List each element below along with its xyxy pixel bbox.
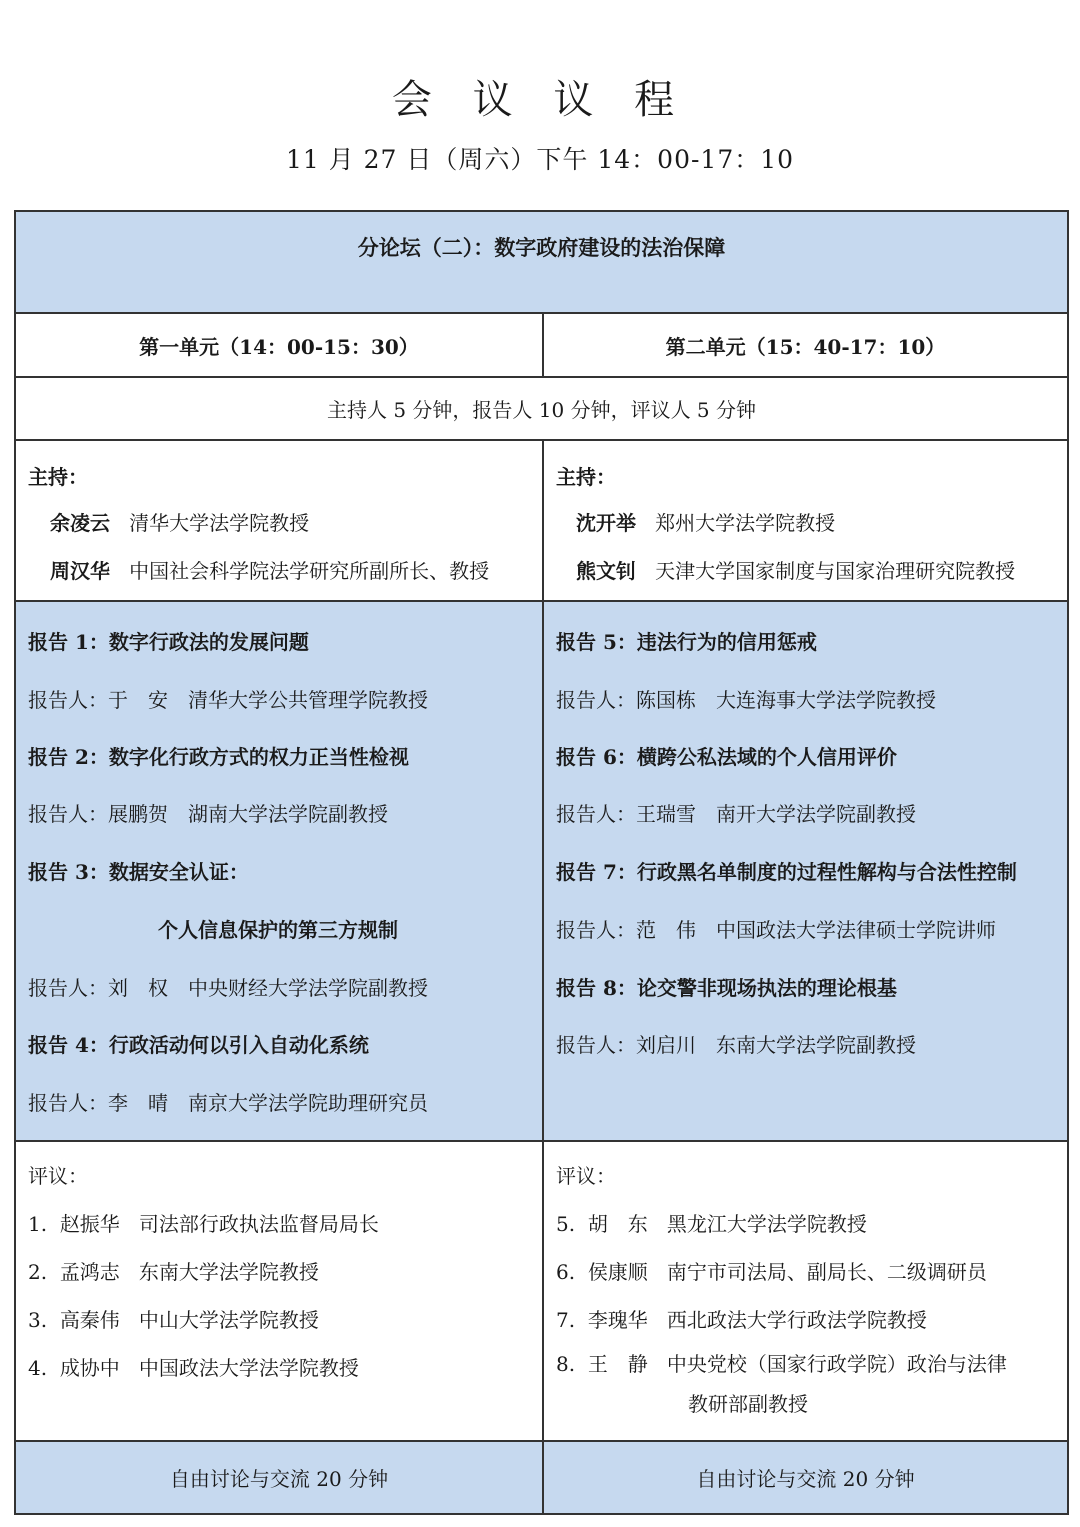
review-item bbox=[556, 1304, 927, 1333]
host-affiliation: 清华大学法学院教授 bbox=[129, 511, 310, 535]
host-affiliation: 郑州大学法学院教授 bbox=[655, 511, 836, 535]
unit-left-cell bbox=[16, 314, 544, 376]
report-speaker: 报告人：于 安 清华大学公共管理学院教授 bbox=[28, 688, 428, 712]
review-item bbox=[28, 1256, 319, 1285]
review-affiliation: 西北政法大学行政法学院教授 bbox=[666, 1308, 927, 1332]
report-title: 报告 8：论交警非现场执法的理论根基 bbox=[556, 976, 897, 1000]
review-num: 7. bbox=[556, 1308, 576, 1332]
report-title: 报告 1：数字行政法的发展问题 bbox=[28, 630, 309, 654]
report-speaker: 报告人：陈国栋 大连海事大学法学院教授 bbox=[556, 688, 936, 712]
review-affiliation: 中国政法大学法学院教授 bbox=[138, 1356, 359, 1380]
review-num: 8. bbox=[556, 1352, 576, 1376]
review-name: 王 静 bbox=[587, 1352, 648, 1376]
hosts-row bbox=[16, 441, 1067, 602]
reviews-left-label: 评议： bbox=[28, 1164, 88, 1188]
reviews-left-cell bbox=[16, 1142, 544, 1440]
review-name: 侯康顺 bbox=[587, 1260, 648, 1284]
review-item bbox=[556, 1208, 867, 1237]
review-num: 6. bbox=[556, 1260, 576, 1284]
review-item bbox=[28, 1352, 359, 1381]
host-name: 周汉华 bbox=[50, 559, 110, 583]
review-affiliation-continued: 教研部副教授 bbox=[688, 1392, 808, 1416]
page-title: 会 议 议 程 bbox=[391, 77, 689, 123]
review-num: 1. bbox=[28, 1212, 48, 1236]
report-title-continued: 个人信息保护的第三方规制 bbox=[158, 918, 398, 942]
hosts-left-label: 主持： bbox=[28, 465, 88, 489]
review-affiliation: 南宁市司法局、副局长、二级调研员 bbox=[666, 1260, 987, 1284]
free-discussion-left: 自由讨论与交流 20 分钟 bbox=[169, 1467, 389, 1491]
review-num: 3. bbox=[28, 1308, 48, 1332]
free-discussion-left-cell bbox=[16, 1442, 544, 1513]
report-title: 报告 6：横跨公私法域的个人信用评价 bbox=[556, 745, 897, 769]
report-speaker: 报告人：刘启川 东南大学法学院副教授 bbox=[556, 1033, 916, 1057]
review-item bbox=[556, 1256, 987, 1285]
review-name: 胡 东 bbox=[587, 1212, 648, 1236]
report-title: 报告 4：行政活动何以引入自动化系统 bbox=[28, 1033, 369, 1057]
host-item bbox=[50, 507, 309, 536]
time-rule-row bbox=[16, 378, 1067, 441]
host-affiliation: 中国社会科学院法学研究所副所长、教授 bbox=[129, 559, 490, 583]
time-rule: 主持人 5 分钟，报告人 10 分钟，评议人 5 分钟 bbox=[326, 398, 757, 422]
forum-title: 分论坛（二）：数字政府建设的法治保障 bbox=[357, 235, 726, 260]
reports-row bbox=[16, 602, 1067, 1142]
hosts-right-cell bbox=[544, 441, 1067, 600]
reviews-right-cell bbox=[544, 1142, 1067, 1440]
host-name: 余凌云 bbox=[50, 511, 110, 535]
unit-right-cell bbox=[544, 314, 1067, 376]
review-num: 4. bbox=[28, 1356, 48, 1380]
report-speaker: 报告人：李 晴 南京大学法学院助理研究员 bbox=[28, 1091, 428, 1115]
review-item bbox=[556, 1348, 1007, 1377]
host-item bbox=[576, 507, 835, 536]
review-affiliation: 中山大学法学院教授 bbox=[138, 1308, 319, 1332]
review-name: 孟鸿志 bbox=[59, 1260, 120, 1284]
reviews-right-label: 评议： bbox=[556, 1164, 616, 1188]
unit-right-title: 第二单元（15：40-17：10） bbox=[665, 334, 946, 359]
page-subtitle: 11 月 27 日（周六）下午 14：00-17：10 bbox=[285, 145, 795, 174]
reviews-row bbox=[16, 1142, 1067, 1442]
report-title: 报告 2：数字化行政方式的权力正当性检视 bbox=[28, 745, 409, 769]
review-name: 成协中 bbox=[59, 1356, 120, 1380]
review-affiliation: 司法部行政执法监督局局长 bbox=[138, 1212, 379, 1236]
host-item bbox=[50, 555, 489, 584]
review-affiliation: 东南大学法学院教授 bbox=[138, 1260, 319, 1284]
report-speaker: 报告人：王瑞雪 南开大学法学院副教授 bbox=[556, 802, 916, 826]
review-item bbox=[28, 1304, 319, 1333]
hosts-right-label: 主持： bbox=[556, 465, 616, 489]
report-speaker: 报告人：范 伟 中国政法大学法律硕士学院讲师 bbox=[556, 918, 996, 942]
host-name: 熊文钊 bbox=[576, 559, 636, 583]
agenda-table bbox=[14, 210, 1069, 1515]
report-title: 报告 7：行政黑名单制度的过程性解构与合法性控制 bbox=[556, 860, 1017, 884]
report-speaker: 报告人：刘 权 中央财经大学法学院副教授 bbox=[28, 976, 428, 1000]
host-item bbox=[576, 555, 1015, 584]
report-speaker: 报告人：展鹏贺 湖南大学法学院副教授 bbox=[28, 802, 388, 826]
review-affiliation: 中央党校（国家行政学院）政治与法律 bbox=[666, 1352, 1007, 1376]
review-name: 李瑰华 bbox=[587, 1308, 648, 1332]
review-num: 2. bbox=[28, 1260, 48, 1284]
forum-title-row bbox=[16, 212, 1067, 314]
review-name: 高秦伟 bbox=[59, 1308, 120, 1332]
free-discussion-right: 自由讨论与交流 20 分钟 bbox=[696, 1467, 915, 1491]
host-affiliation: 天津大学国家制度与国家治理研究院教授 bbox=[655, 559, 1016, 583]
free-discussion-right-cell bbox=[544, 1442, 1067, 1513]
reports-left-cell bbox=[16, 602, 544, 1140]
report-title: 报告 3：数据安全认证： bbox=[28, 860, 249, 884]
report-title: 报告 5：违法行为的信用惩戒 bbox=[556, 630, 817, 654]
review-item bbox=[28, 1208, 379, 1237]
host-name: 沈开举 bbox=[576, 511, 636, 535]
units-row bbox=[16, 314, 1067, 378]
review-num: 5. bbox=[556, 1212, 576, 1236]
free-discussion-row bbox=[16, 1442, 1067, 1513]
unit-left-title: 第一单元（14：00-15：30） bbox=[139, 334, 419, 359]
reports-right-cell bbox=[544, 602, 1067, 1140]
review-name: 赵振华 bbox=[59, 1212, 120, 1236]
review-affiliation: 黑龙江大学法学院教授 bbox=[666, 1212, 867, 1236]
hosts-left-cell bbox=[16, 441, 544, 600]
